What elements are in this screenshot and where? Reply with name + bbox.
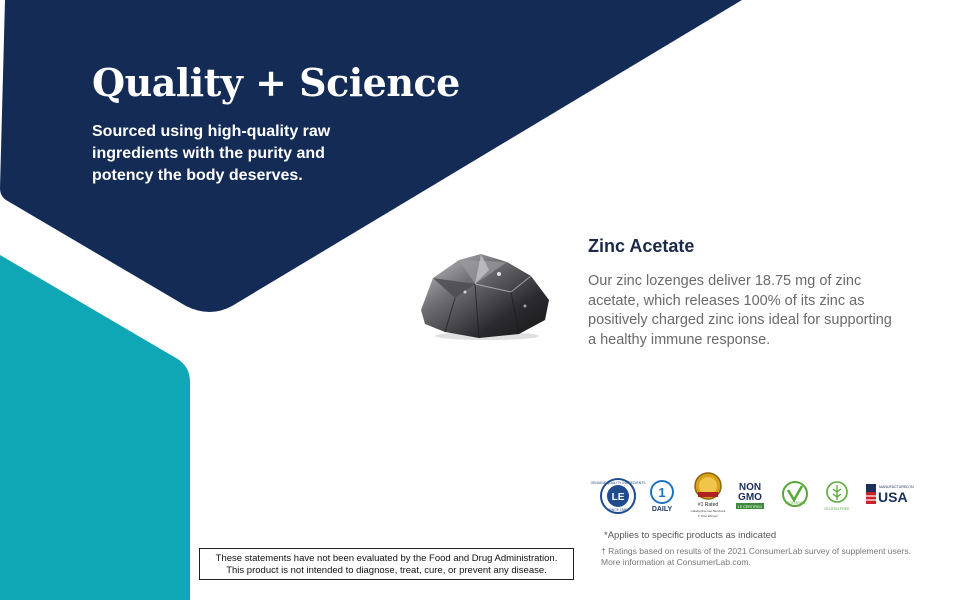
consumerlab-award-icon	[691, 473, 726, 518]
zinc-rock-image	[415, 248, 555, 343]
applies-footnote: *Applies to specific products as indicated	[604, 530, 777, 541]
svg-text:Catalog/Internet Merchant: Catalog/Internet Merchant	[690, 509, 726, 513]
svg-text:LE: LE	[611, 492, 625, 503]
le-quality-seal-icon	[591, 479, 647, 513]
hero-subtitle: Sourced using high-quality raw ingredients with the purity and potency the body deserves.	[92, 123, 331, 184]
disclaimer-line-2: This product is not intended to diagnose, treat, cure, or prevent any disease.	[226, 565, 547, 576]
svg-text:LE CERTIFIED: LE CERTIFIED	[737, 505, 763, 509]
svg-text:VEGETARIAN: VEGETARIAN	[784, 501, 806, 505]
teal-accent-shape	[0, 255, 190, 600]
svg-text:1: 1	[658, 485, 666, 500]
disclaimer-line-1: These statements have not been evaluated by the Food and Drug Administration.	[215, 553, 558, 564]
non-gmo-icon	[736, 482, 764, 509]
svg-text:USA: USA	[878, 489, 908, 505]
fda-disclaimer	[199, 548, 574, 580]
svg-text:GLUTEN FREE: GLUTEN FREE	[824, 507, 850, 511]
ingredient-title: Zinc Acetate	[588, 236, 695, 256]
one-daily-icon	[651, 481, 673, 513]
svg-text:6 Time Winner!: 6 Time Winner!	[697, 514, 719, 518]
certification-badges	[590, 470, 928, 526]
ratings-footnote: † Ratings based on results of the 2021 ConsumerLab survey of supplement users. More information at ConsumerLab.com.	[601, 546, 911, 567]
svg-text:DAILY: DAILY	[651, 506, 673, 513]
svg-text:MANUFACTURED IN: MANUFACTURED IN	[879, 485, 914, 489]
svg-text:NON: NON	[738, 482, 762, 493]
gluten-free-icon	[824, 482, 850, 511]
vegetarian-icon	[783, 482, 807, 506]
svg-text:GENUINE QUALITY INGREDIENTS: GENUINE QUALITY INGREDIENTS	[590, 481, 646, 485]
svg-text:SINCE 1980: SINCE 1980	[608, 508, 628, 512]
svg-text:GMO: GMO	[738, 492, 762, 503]
svg-text:#1 Rated: #1 Rated	[697, 502, 719, 508]
made-in-usa-icon	[866, 484, 914, 505]
page-title: Quality + Science	[92, 60, 460, 105]
ingredient-description: Our zinc lozenges deliver 18.75 mg of zinc acetate, which releases 100% of its zinc as positively charged zinc ions ideal for supporting a healthy immune response.	[588, 273, 892, 348]
